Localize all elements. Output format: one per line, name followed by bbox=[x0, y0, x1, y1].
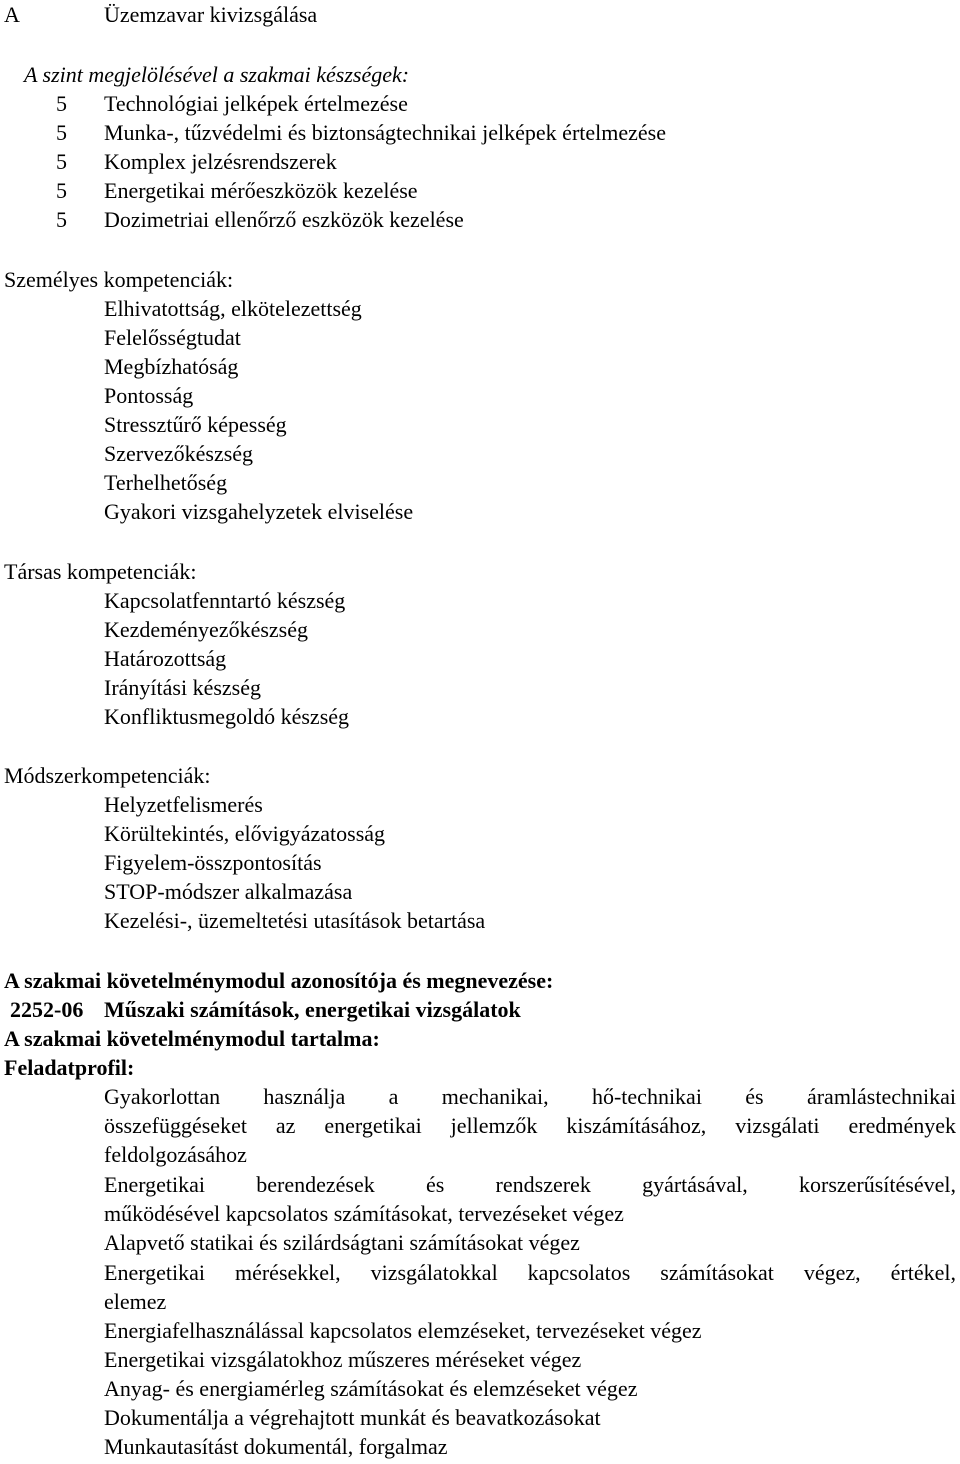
skill-text: Dozimetriai ellenőrző eszközök kezelése bbox=[104, 207, 464, 232]
list-item: Kapcsolatfenntartó készség bbox=[104, 588, 346, 613]
module-code: 2252-06 bbox=[10, 997, 84, 1022]
list-item: Szervezőkészség bbox=[104, 441, 254, 466]
list-item: Stressztűrő képesség bbox=[104, 412, 287, 437]
task-line: feldolgozásához bbox=[104, 1142, 247, 1167]
list-item: Elhivatottság, elkötelezettség bbox=[104, 296, 362, 321]
list-item: Helyzetfelismerés bbox=[104, 792, 263, 817]
skill-level: 5 bbox=[56, 120, 67, 145]
list-item: Körültekintés, elővigyázatosság bbox=[104, 821, 386, 846]
list-item: Figyelem-összpontosítás bbox=[104, 850, 322, 875]
task-line: Energetikai berendezések és rendszerek gyártásával, korszerűsítésével, bbox=[104, 1172, 956, 1197]
task-line: Alapvető statikai és szilárdságtani számításokat végez bbox=[104, 1230, 580, 1255]
task-line: Munkautasítást dokumentál, forgalmaz bbox=[104, 1434, 448, 1459]
module-name: Műszaki számítások, energetikai vizsgálatok bbox=[104, 997, 521, 1022]
task-line: Energiafelhasználással kapcsolatos elemzéseket, tervezéseket végez bbox=[104, 1318, 702, 1343]
social-competencies-heading: Társas kompetenciák: bbox=[4, 559, 197, 584]
skills-heading: A szint megjelölésével a szakmai készségek: bbox=[24, 62, 410, 87]
task-line: Gyakorlottan használja a mechanikai, hő-technikai és áramlástechnikai bbox=[104, 1084, 956, 1109]
task-line: Energetikai mérésekkel, vizsgálatokkal kapcsolatos számításokat végez, értékel, bbox=[104, 1260, 956, 1285]
task-line: Dokumentálja a végrehajtott munkát és beavatkozásokat bbox=[104, 1405, 601, 1430]
task-line: működésével kapcsolatos számításokat, tervezéseket végez bbox=[104, 1201, 624, 1226]
list-item: STOP-módszer alkalmazása bbox=[104, 879, 353, 904]
personal-competencies-heading: Személyes kompetenciák: bbox=[4, 267, 234, 292]
skill-level: 5 bbox=[56, 149, 67, 174]
task-profile-heading: Feladatprofil: bbox=[4, 1055, 135, 1080]
skill-level: 5 bbox=[56, 207, 67, 232]
skill-text: Komplex jelzésrendszerek bbox=[104, 149, 337, 174]
section-title: Üzemzavar kivizsgálása bbox=[104, 2, 318, 27]
list-item: Irányítási készség bbox=[104, 675, 261, 700]
list-item: Felelősségtudat bbox=[104, 325, 241, 350]
list-item: Kezdeményezőkészség bbox=[104, 617, 309, 642]
list-item: Gyakori vizsgahelyzetek elviselése bbox=[104, 499, 414, 524]
list-item: Határozottság bbox=[104, 646, 227, 671]
skill-level: 5 bbox=[56, 91, 67, 116]
skill-text: Energetikai mérőeszközök kezelése bbox=[104, 178, 418, 203]
list-item: Pontosság bbox=[104, 383, 194, 408]
section-marker: A bbox=[4, 2, 20, 27]
list-item: Megbízhatóság bbox=[104, 354, 239, 379]
list-item: Terhelhetőség bbox=[104, 470, 228, 495]
list-item: Kezelési-, üzemeltetési utasítások betartása bbox=[104, 908, 486, 933]
module-content-heading: A szakmai követelménymodul tartalma: bbox=[4, 1026, 380, 1051]
list-item: Konfliktusmegoldó készség bbox=[104, 704, 350, 729]
task-line: elemez bbox=[104, 1289, 167, 1314]
skill-text: Munka-, tűzvédelmi és biztonságtechnikai jelképek értelmezése bbox=[104, 120, 666, 145]
task-line: összefüggéseket az energetikai jellemzők kiszámításához, vizsgálati eredmények bbox=[104, 1113, 956, 1138]
method-competencies-heading: Módszerkompetenciák: bbox=[4, 763, 211, 788]
skill-text: Technológiai jelképek értelmezése bbox=[104, 91, 408, 116]
module-id-heading: A szakmai követelménymodul azonosítója és megnevezése: bbox=[4, 968, 554, 993]
task-line: Energetikai vizsgálatokhoz műszeres méréseket végez bbox=[104, 1347, 582, 1372]
task-line: Anyag- és energiamérleg számításokat és elemzéseket végez bbox=[104, 1376, 638, 1401]
skill-level: 5 bbox=[56, 178, 67, 203]
